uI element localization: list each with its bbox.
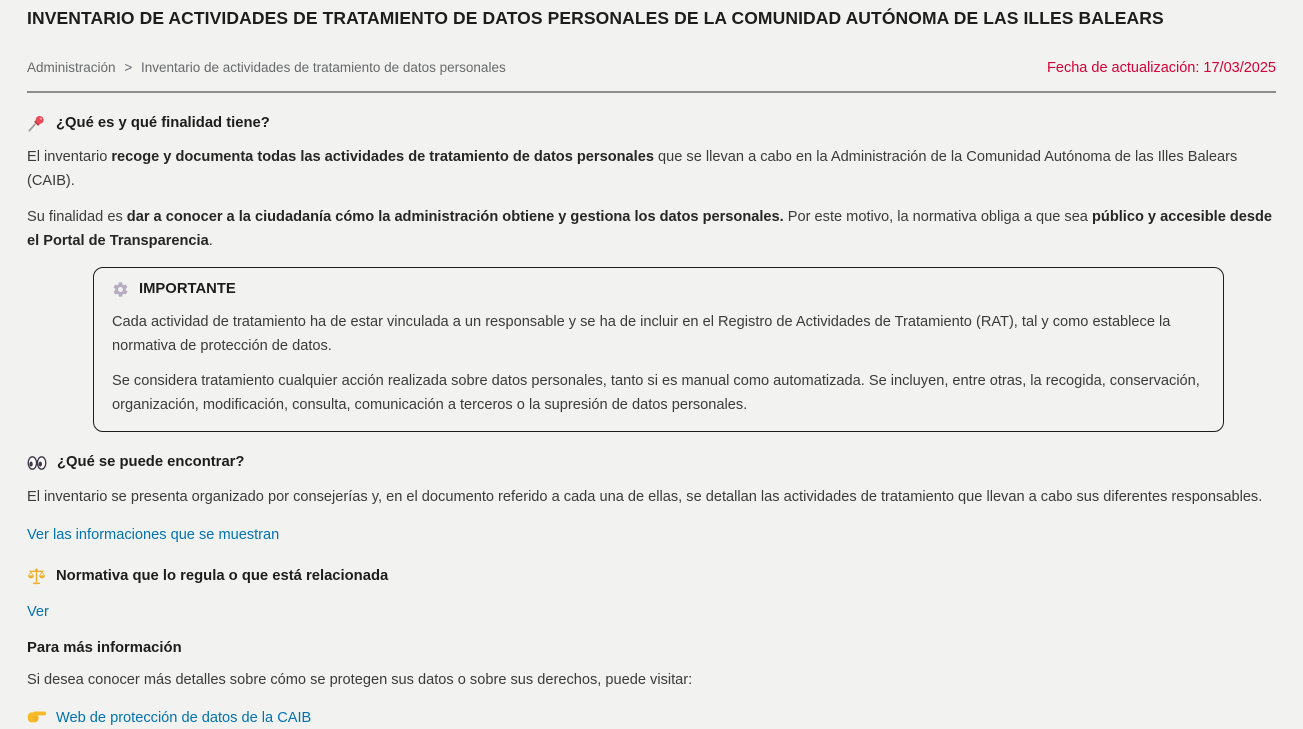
update-date: Fecha de actualización: 17/03/2025 (1047, 59, 1276, 76)
important-box-heading-label: IMPORTANTE (139, 280, 236, 297)
see-regulations-link[interactable]: Ver (27, 604, 49, 620)
breadcrumb-item-current: Inventario de actividades de tratamiento de datos personales (140, 59, 506, 75)
text-segment-bold: recoge y documenta todas las actividades de tratamiento de datos personales (111, 149, 654, 166)
pushpin-icon (27, 114, 46, 133)
section-heading-label: ¿Qué se puede encontrar? (57, 454, 245, 471)
more-info-heading: Para más información (27, 640, 182, 657)
more-info-paragraph: Si desea conocer más detalles sobre cómo se protegen sus datos o sobre sus derechos, puede visitar: (27, 672, 693, 689)
text-segment-bold: público y accesible desde el Portal de Transparencia (27, 209, 1273, 250)
section-heading-label: Normativa que lo regula o que está relacionada (56, 567, 389, 584)
data-protection-web-link[interactable]: Web de protección de datos de la CAIB (56, 709, 312, 726)
text-segment: El inventario (27, 149, 112, 166)
main-content (0, 8, 1303, 729)
breadcrumb (27, 60, 506, 75)
text-segment: . (208, 233, 213, 250)
header-divider (27, 91, 1276, 93)
text-segment-bold: dar a conocer a la ciudadanía cómo la administración obtiene y gestiona los datos personales. (126, 209, 784, 226)
important-box-paragraph-1: Cada actividad de tratamiento ha de estar vinculada a un responsable y se ha de incluir en el Registro de Actividades de Tratamiento (RAT), tal y como establece la normativa de protección de datos. (112, 313, 1171, 354)
text-segment: Por este motivo, la normativa obliga a que sea (783, 209, 1092, 226)
section-heading-label: ¿Qué es y qué finalidad tiene? (56, 114, 270, 131)
breadcrumb-item-administracion[interactable]: Administración (27, 59, 116, 75)
breadcrumb-separator: > (124, 59, 133, 75)
important-box-paragraph-2: Se considera tratamiento cualquier acción realizada sobre datos personales, tanto si es manual como automatizada. Se incluyen, entre otras, la recogida, conservación, organización, modificación, consulta, comunicación a terceros o la supresión de datos personales. (112, 373, 1200, 413)
section-regulations-heading (27, 567, 1276, 586)
gear-icon (112, 281, 129, 298)
scales-icon (27, 567, 46, 586)
section-what-to-find-heading (27, 453, 1276, 472)
point-right-icon (27, 707, 47, 729)
important-box-heading (112, 280, 1205, 299)
section-what-is-heading (27, 114, 1276, 133)
what-is-paragraph-2 (27, 206, 1276, 253)
page-title: INVENTARIO DE ACTIVIDADES DE TRATAMIENTO DE DATOS PERSONALES DE LA COMUNIDAD AUTÓNOMA DE LAS ILLES BALEARS (27, 8, 1164, 28)
eyes-icon (27, 455, 47, 471)
what-to-find-paragraph: El inventario se presenta organizado por consejerías y, en el documento referido a cada una de ellas, se detallan las actividades de tratamiento que llevan a cabo sus diferentes responsables. (27, 488, 1263, 505)
important-callout-box (93, 267, 1224, 433)
what-is-paragraph-1 (27, 146, 1276, 193)
text-segment: Su finalidad es (27, 209, 127, 226)
see-informations-link[interactable]: Ver las informaciones que se muestran (27, 527, 280, 544)
data-protection-link-row (27, 707, 1276, 729)
meta-row (27, 60, 1276, 76)
text-segment: que se llevan a cabo en la Administración de la Comunidad Autónoma de las Illes Balears (CAIB). (27, 149, 1238, 189)
